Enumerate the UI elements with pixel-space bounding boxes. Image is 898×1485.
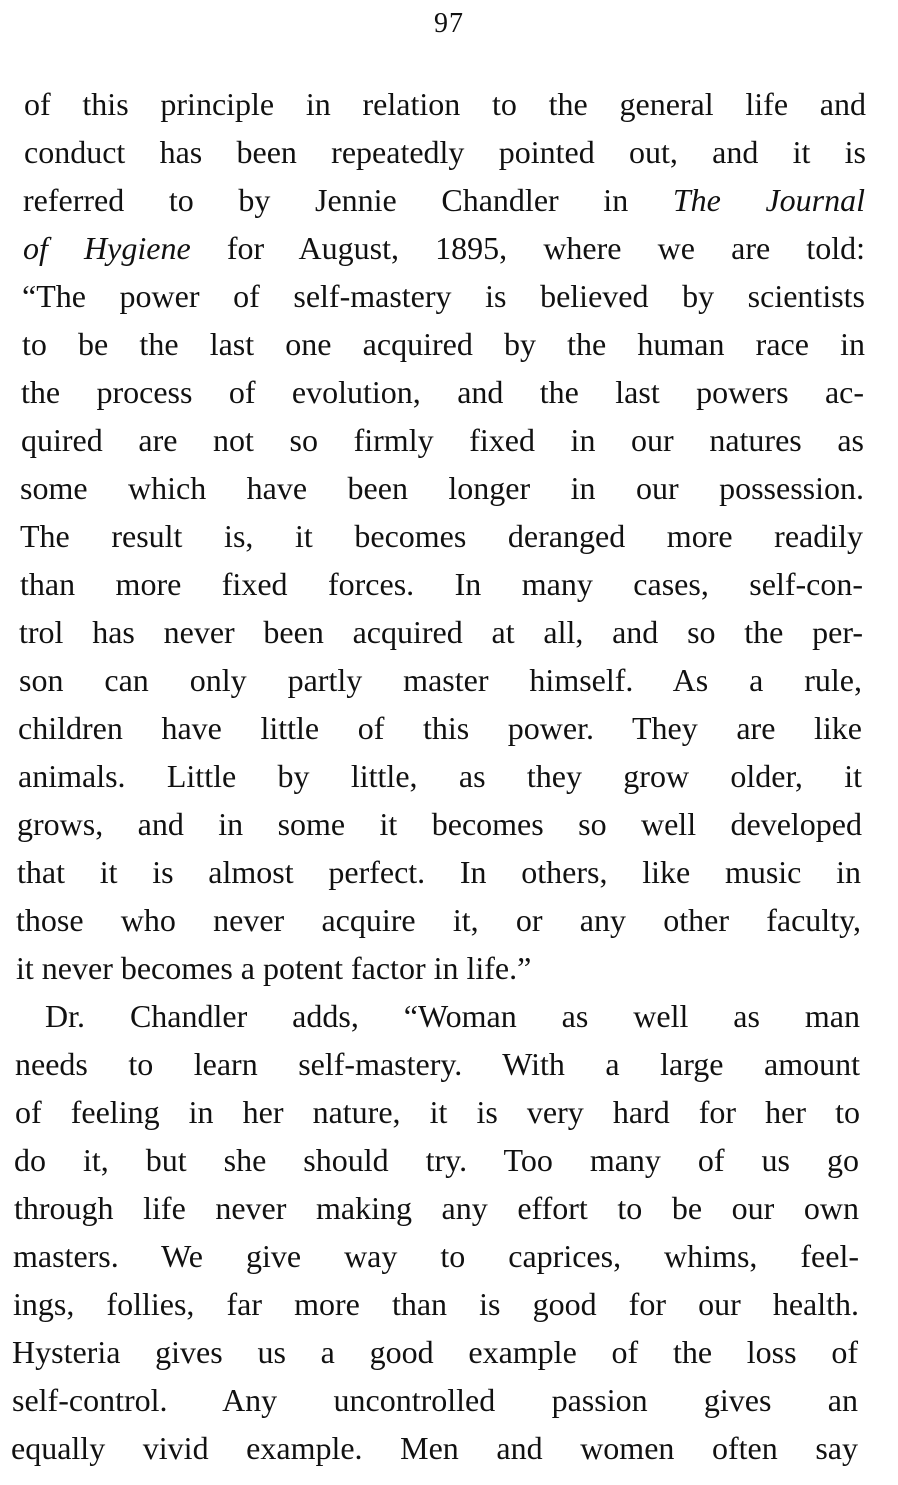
text-line	[24, 80, 866, 128]
text-run: needs to learn self-mastery. With a large amount	[15, 1046, 860, 1082]
text-run: ings, follies, far more than is good for our health.	[13, 1286, 859, 1322]
text-run: referred to by Jennie Chandler in	[23, 182, 673, 218]
text-line	[23, 224, 865, 272]
text-run: conduct has been repeatedly pointed out, and it is	[24, 134, 866, 170]
text-line	[20, 560, 863, 608]
text-line	[19, 656, 862, 704]
text-run: of feeling in her nature, it is very hard for her to	[15, 1094, 860, 1130]
text-line	[18, 704, 862, 752]
text-line	[13, 1280, 859, 1328]
text-run: the process of evolution, and the last powers ac-	[21, 374, 864, 410]
text-line	[17, 800, 862, 848]
text-run: son can only partly master himself. As a rule,	[19, 662, 862, 698]
text-line	[11, 1424, 858, 1472]
text-run: than more fixed forces. In many cases, self-con-	[20, 566, 863, 602]
text-run: self-control. Any uncontrolled passion gives an	[12, 1382, 858, 1418]
text-line	[15, 992, 860, 1040]
text-run: to be the last one acquired by the human race in	[22, 326, 865, 362]
text-run: children have little of this power. They are like	[18, 710, 862, 746]
text-run: masters. We give way to caprices, whims, feel-	[13, 1238, 859, 1274]
text-line	[12, 1376, 858, 1424]
text-run: it never becomes a potent factor in life.”	[16, 950, 532, 986]
italic-title: of Hygiene	[23, 230, 191, 266]
text-line	[15, 1088, 860, 1136]
text-line	[14, 1136, 859, 1184]
text-line	[19, 608, 863, 656]
text-run: that it is almost perfect. In others, like music in	[17, 854, 861, 890]
text-run: Dr. Chandler adds, “Woman as well as man	[45, 998, 860, 1034]
text-run: quired are not so firmly fixed in our natures as	[21, 422, 864, 458]
text-line	[16, 944, 861, 992]
text-run: through life never making any effort to be our own	[14, 1190, 859, 1226]
text-run: grows, and in some it becomes so well developed	[17, 806, 862, 842]
text-line	[18, 752, 862, 800]
text-line	[13, 1232, 859, 1280]
text-run: trol has never been acquired at all, and so the per-	[19, 614, 863, 650]
text-line	[17, 848, 861, 896]
text-line	[22, 272, 865, 320]
text-line	[20, 512, 863, 560]
text-line	[21, 416, 864, 464]
text-line	[16, 896, 861, 944]
text-run: those who never acquire it, or any other faculty,	[16, 902, 861, 938]
text-run: “The power of self-mastery is believed by scientists	[22, 278, 865, 314]
text-run: for August, 1895, where we are told:	[190, 230, 866, 266]
text-run: animals. Little by little, as they grow older, it	[18, 758, 862, 794]
text-run: equally vivid example. Men and women often say	[11, 1430, 858, 1466]
text-line	[15, 1040, 860, 1088]
text-line	[21, 368, 864, 416]
text-run: do it, but she should try. Too many of us go	[14, 1142, 859, 1178]
text-run: some which have been longer in our possession.	[20, 470, 864, 506]
text-line	[22, 320, 865, 368]
page-number: 97	[434, 8, 464, 39]
italic-title: The Journal	[672, 182, 866, 218]
text-line	[23, 176, 865, 224]
text-line	[12, 1328, 858, 1376]
text-line	[24, 128, 866, 176]
text-line	[20, 464, 864, 512]
text-line	[14, 1184, 859, 1232]
text-run: Hysteria gives us a good example of the loss of	[12, 1334, 858, 1370]
text-run: The result is, it becomes deranged more readily	[20, 518, 863, 554]
text-run: of this principle in relation to the general life and	[24, 86, 866, 122]
